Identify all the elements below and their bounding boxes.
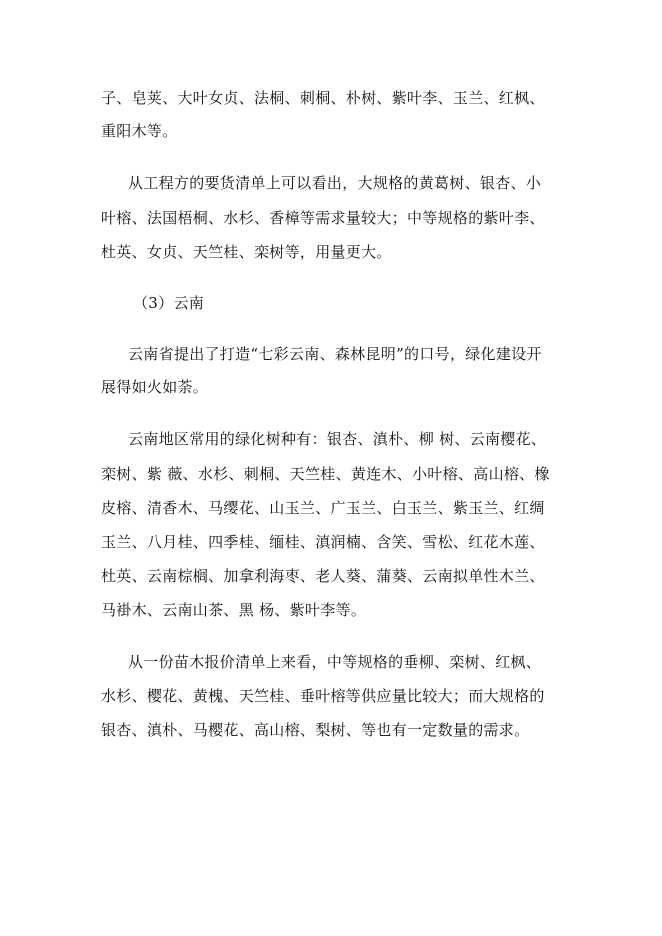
paragraph-4-line-2: 栾树、紫 薇、水杉、刺桐、天竺桂、黄连木、小叶榕、高山榕、橡 (101, 465, 550, 483)
paragraph-4-line-4: 玉兰、八月桂、四季桂、缅桂、滇润楠、含笑、雪松、红花木莲、 (101, 533, 545, 551)
paragraph-5-line-2: 水杉、樱花、黄槐、天竺桂、垂叶榕等供应量比较大；而大规格的 (101, 687, 545, 705)
paragraph-1-line-1: 子、皂荚、大叶女贞、法桐、刺桐、朴树、紫叶李、玉兰、红枫、 (101, 89, 545, 107)
paragraph-2-line-1: 从工程方的要货清单上可以看出，大规格的黄葛树、银杏、小 (128, 174, 542, 192)
section-heading-yunnan: （3）云南 (133, 294, 205, 312)
paragraph-5-line-1: 从一份苗木报价清单上来看，中等规格的垂柳、栾树、红枫、 (128, 653, 542, 671)
paragraph-2-line-3: 杜英、女贞、天竺桂、栾树等，用量更大。 (101, 243, 392, 261)
paragraph-1-line-2: 重阳木等。 (101, 122, 178, 140)
paragraph-4-line-1: 云南地区常用的绿化树种有：银杏、滇朴、柳 树、云南樱花、 (128, 430, 547, 448)
paragraph-3-line-1: 云南省提出了打造“七彩云南、森林昆明”的口号，绿化建设开 (128, 345, 542, 363)
paragraph-2-line-2: 叶榕、法国梧桐、水杉、香樟等需求量较大；中等规格的紫叶李、 (101, 209, 545, 227)
paragraph-4-line-6: 马褂木、云南山茶、黑 杨、紫叶李等。 (101, 601, 367, 619)
paragraph-5-line-3: 银杏、滇朴、马樱花、高山榕、梨树、等也有一定数量的需求。 (101, 721, 530, 739)
paragraph-3-line-2: 展得如火如荼。 (101, 378, 209, 396)
paragraph-4-line-5: 杜英、云南棕榈、加拿利海枣、老人葵、蒲葵、云南拟单性木兰、 (101, 567, 545, 585)
paragraph-4-line-3: 皮榕、清香木、马缨花、山玉兰、广玉兰、白玉兰、紫玉兰、红绸 (101, 499, 545, 517)
